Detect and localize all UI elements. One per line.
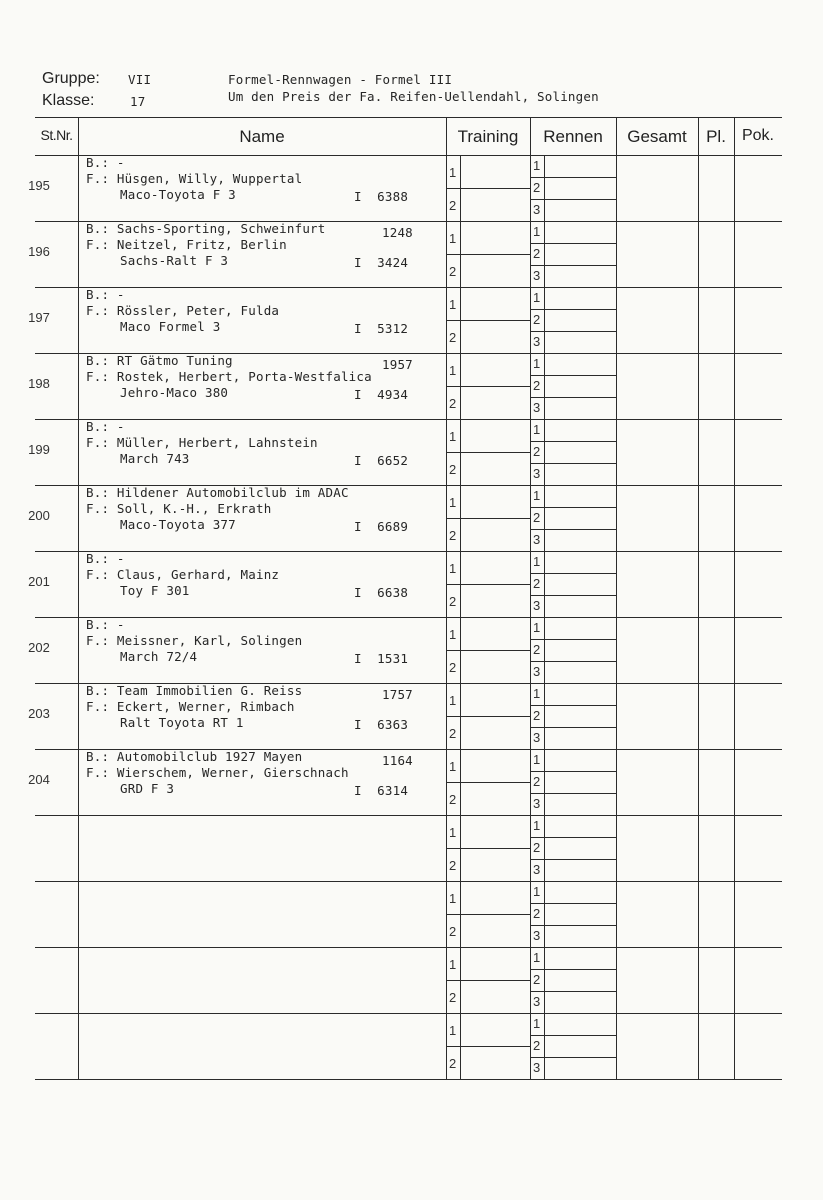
driver-line: F.: Wierschem, Werner, Gierschnach: [86, 765, 349, 780]
license-number: I 6689: [354, 519, 409, 534]
training-1-label: 1: [449, 429, 457, 444]
training-2-label: 2: [449, 792, 457, 807]
row-separator-line: [35, 617, 782, 618]
rennen-1-label: 1: [533, 950, 541, 965]
training-split-line: [446, 716, 530, 717]
rennen-2-label: 2: [533, 312, 541, 327]
header-separator-line: [35, 155, 782, 156]
rennen-split-line: [530, 1057, 616, 1058]
training-split-line: [446, 320, 530, 321]
training-2-label: 2: [449, 858, 457, 873]
rennen-split-line: [530, 595, 616, 596]
license-number: I 6638: [354, 585, 409, 600]
rennen-1-label: 1: [533, 554, 541, 569]
training-1-label: 1: [449, 495, 457, 510]
entrant-number: 1248: [382, 225, 413, 240]
car-line: Ralt Toyota RT 1: [120, 715, 244, 730]
rennen-3-label: 3: [533, 994, 541, 1009]
car-line: March 743: [120, 451, 190, 466]
entrant-number: 1757: [382, 687, 413, 702]
start-number: 203: [28, 706, 50, 721]
rennen-split-line: [530, 309, 616, 310]
row-separator-line: [35, 815, 782, 816]
rennen-split-line: [530, 265, 616, 266]
row-separator-line: [35, 881, 782, 882]
training-2-label: 2: [449, 462, 457, 477]
training-1-label: 1: [449, 891, 457, 906]
driver-line: F.: Claus, Gerhard, Mainz: [86, 567, 280, 582]
start-number: 196: [28, 244, 50, 259]
start-number: 200: [28, 508, 50, 523]
rennen-1-label: 1: [533, 1016, 541, 1031]
training-1-label: 1: [449, 957, 457, 972]
rennen-split-line: [530, 639, 616, 640]
rennen-1-label: 1: [533, 224, 541, 239]
rennen-split-line: [530, 727, 616, 728]
rennen-1-label: 1: [533, 620, 541, 635]
rennen-1-label: 1: [533, 422, 541, 437]
license-number: I 6363: [354, 717, 409, 732]
training-2-label: 2: [449, 660, 457, 675]
row-separator-line: [35, 551, 782, 552]
training-split-line: [446, 782, 530, 783]
entrant-number: 1164: [382, 753, 413, 768]
start-number: 198: [28, 376, 50, 391]
driver-line: F.: Hüsgen, Willy, Wuppertal: [86, 171, 303, 186]
entrant-line: B.: -: [86, 551, 125, 566]
training-2-label: 2: [449, 726, 457, 741]
entrant-line: B.: -: [86, 155, 125, 170]
rennen-2-label: 2: [533, 972, 541, 987]
car-line: March 72/4: [120, 649, 198, 664]
training-split-line: [446, 188, 530, 189]
col-name: Name: [239, 127, 285, 146]
car-line: Maco-Toyota 377: [120, 517, 236, 532]
klasse-label: Klasse:: [42, 92, 95, 109]
rennen-2-label: 2: [533, 906, 541, 921]
training-2-label: 2: [449, 264, 457, 279]
entrant-number: 1957: [382, 357, 413, 372]
rennen-split-line: [530, 199, 616, 200]
gruppe-label: Gruppe:: [42, 70, 100, 87]
rennen-split-line: [530, 1035, 616, 1036]
training-split-line: [446, 584, 530, 585]
training-1-label: 1: [449, 165, 457, 180]
rennen-3-label: 3: [533, 400, 541, 415]
training-split-line: [446, 848, 530, 849]
rennen-1-label: 1: [533, 356, 541, 371]
table-top-line: [35, 117, 782, 118]
rennen-split-line: [530, 441, 616, 442]
rennen-3-label: 3: [533, 334, 541, 349]
training-1-label: 1: [449, 561, 457, 576]
rennen-split-line: [530, 793, 616, 794]
rennen-1-label: 1: [533, 686, 541, 701]
license-number: I 6314: [354, 783, 409, 798]
rennen-2-label: 2: [533, 576, 541, 591]
rennen-3-label: 3: [533, 862, 541, 877]
rennen-2-label: 2: [533, 246, 541, 261]
training-1-label: 1: [449, 627, 457, 642]
training-split-line: [446, 1046, 530, 1047]
rennen-2-label: 2: [533, 378, 541, 393]
race-subtitle: Um den Preis der Fa. Reifen-Uellendahl, Solingen: [228, 89, 599, 104]
entrant-line: B.: Hildener Automobilclub im ADAC: [86, 485, 349, 500]
rennen-3-label: 3: [533, 466, 541, 481]
rennen-1-label: 1: [533, 818, 541, 833]
rennen-split-line: [530, 397, 616, 398]
row-separator-line: [35, 419, 782, 420]
col-line-pl: [698, 117, 699, 1079]
start-number: 204: [28, 772, 50, 787]
training-2-label: 2: [449, 990, 457, 1005]
klasse-value: 17: [130, 94, 146, 109]
rennen-split-line: [530, 331, 616, 332]
training-1-label: 1: [449, 825, 457, 840]
car-line: Maco-Toyota F 3: [120, 187, 236, 202]
rennen-2-label: 2: [533, 444, 541, 459]
training-1-label: 1: [449, 1023, 457, 1038]
rennen-1-label: 1: [533, 488, 541, 503]
race-title: Formel-Rennwagen - Formel III: [228, 72, 453, 87]
col-line-rennen: [530, 117, 531, 1079]
training-1-label: 1: [449, 693, 457, 708]
license-number: I 5312: [354, 321, 409, 336]
rennen-3-label: 3: [533, 664, 541, 679]
training-split-line: [446, 650, 530, 651]
col-stnr: St.Nr.: [40, 127, 73, 143]
driver-line: F.: Müller, Herbert, Lahnstein: [86, 435, 318, 450]
rennen-split-line: [530, 771, 616, 772]
training-1-label: 1: [449, 363, 457, 378]
entrant-line: B.: -: [86, 419, 125, 434]
rennen-2-label: 2: [533, 1038, 541, 1053]
training-2-label: 2: [449, 594, 457, 609]
car-line: Sachs-Ralt F 3: [120, 253, 229, 268]
rennen-1-label: 1: [533, 158, 541, 173]
row-separator-line: [35, 947, 782, 948]
license-number: I 1531: [354, 651, 409, 666]
rennen-2-label: 2: [533, 180, 541, 195]
rennen-3-label: 3: [533, 202, 541, 217]
rennen-3-label: 3: [533, 1060, 541, 1075]
col-pok: Pok.: [741, 127, 774, 144]
license-number: I 6388: [354, 189, 409, 204]
rennen-split-line: [530, 837, 616, 838]
license-number: I 3424: [354, 255, 409, 270]
training-split-line: [446, 980, 530, 981]
rennen-3-label: 3: [533, 928, 541, 943]
training-2-label: 2: [449, 528, 457, 543]
rennen-split-line: [530, 375, 616, 376]
rennen-split-line: [530, 177, 616, 178]
rennen-1-label: 1: [533, 290, 541, 305]
rennen-3-label: 3: [533, 796, 541, 811]
training-2-label: 2: [449, 198, 457, 213]
col-gesamt: Gesamt: [627, 127, 687, 146]
rennen-3-label: 3: [533, 730, 541, 745]
col-pl: Pl.: [706, 127, 726, 146]
rennen-2-label: 2: [533, 774, 541, 789]
rennen-3-label: 3: [533, 598, 541, 613]
training-split-line: [446, 518, 530, 519]
driver-line: F.: Rössler, Peter, Fulda: [86, 303, 280, 318]
rennen-split-line: [530, 859, 616, 860]
rennen-split-line: [530, 529, 616, 530]
rennen-2-label: 2: [533, 642, 541, 657]
col-line-training: [446, 117, 447, 1079]
rennen-split-line: [530, 903, 616, 904]
rennen-split-line: [530, 463, 616, 464]
driver-line: F.: Eckert, Werner, Rimbach: [86, 699, 295, 714]
row-separator-line: [35, 1079, 782, 1080]
training-split-line: [446, 452, 530, 453]
car-line: Maco Formel 3: [120, 319, 221, 334]
rennen-2-label: 2: [533, 510, 541, 525]
car-line: Jehro-Maco 380: [120, 385, 229, 400]
rennen-split-line: [530, 705, 616, 706]
training-1-label: 1: [449, 759, 457, 774]
rennen-split-line: [530, 661, 616, 662]
training-2-label: 2: [449, 924, 457, 939]
entrant-line: B.: RT Gätmo Tuning: [86, 353, 233, 368]
rennen-1-label: 1: [533, 752, 541, 767]
training-2-label: 2: [449, 330, 457, 345]
training-2-label: 2: [449, 1056, 457, 1071]
rennen-3-label: 3: [533, 268, 541, 283]
training-2-label: 2: [449, 396, 457, 411]
entrant-line: B.: -: [86, 617, 125, 632]
training-1-label: 1: [449, 231, 457, 246]
gruppe-value: VII: [128, 72, 152, 87]
entrant-line: B.: Team Immobilien G. Reiss: [86, 683, 303, 698]
col-line-gesamt: [616, 117, 617, 1079]
driver-line: F.: Neitzel, Fritz, Berlin: [86, 237, 287, 252]
row-separator-line: [35, 1013, 782, 1014]
training-split-line: [446, 386, 530, 387]
entrant-line: B.: -: [86, 287, 125, 302]
driver-line: F.: Soll, K.-H., Erkrath: [86, 501, 272, 516]
entrant-line: B.: Sachs-Sporting, Schweinfurt: [86, 221, 326, 236]
driver-line: F.: Rostek, Herbert, Porta-Westfalica: [86, 369, 372, 384]
training-split-line: [446, 914, 530, 915]
license-number: I 6652: [354, 453, 409, 468]
col-rennen: Rennen: [543, 127, 603, 146]
rennen-2-label: 2: [533, 840, 541, 855]
rennen-split-line: [530, 243, 616, 244]
training-1-label: 1: [449, 297, 457, 312]
rennen-split-line: [530, 925, 616, 926]
col-training: Training: [457, 127, 519, 146]
row-separator-line: [35, 287, 782, 288]
start-number: 201: [28, 574, 50, 589]
start-number: 195: [28, 178, 50, 193]
start-number: 197: [28, 310, 50, 325]
rennen-split-line: [530, 573, 616, 574]
car-line: GRD F 3: [120, 781, 175, 796]
col-line-pok: [734, 117, 735, 1079]
start-number: 199: [28, 442, 50, 457]
start-number: 202: [28, 640, 50, 655]
rennen-2-label: 2: [533, 708, 541, 723]
rennen-split-line: [530, 969, 616, 970]
col-line-name: [78, 117, 79, 1079]
rennen-3-label: 3: [533, 532, 541, 547]
entrant-line: B.: Automobilclub 1927 Mayen: [86, 749, 303, 764]
rennen-split-line: [530, 507, 616, 508]
driver-line: F.: Meissner, Karl, Solingen: [86, 633, 303, 648]
rennen-1-label: 1: [533, 884, 541, 899]
license-number: I 4934: [354, 387, 409, 402]
training-split-line: [446, 254, 530, 255]
car-line: Toy F 301: [120, 583, 190, 598]
rennen-split-line: [530, 991, 616, 992]
